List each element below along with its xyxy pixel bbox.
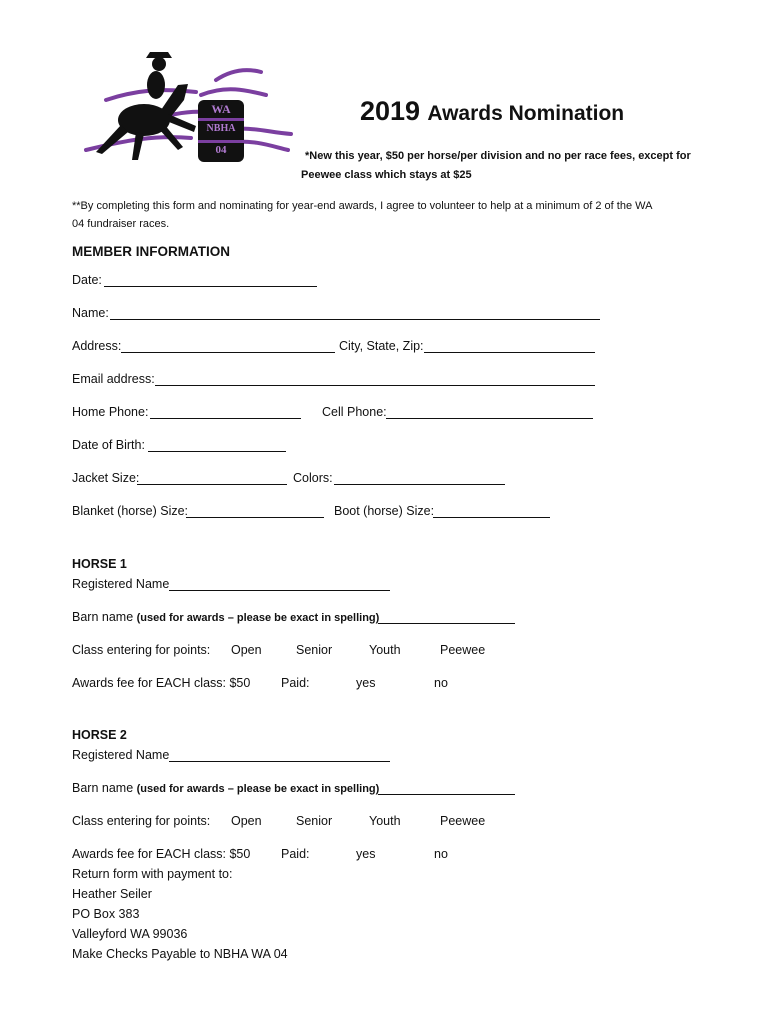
return-po-box: PO Box 383 (72, 907, 140, 921)
checks-payable: Make Checks Payable to NBHA WA 04 (72, 947, 288, 961)
horse2-paid-no[interactable]: no (434, 847, 448, 861)
cell-phone-label: Cell Phone: (322, 405, 387, 419)
dob-label: Date of Birth: (72, 438, 145, 452)
horse1-paid-yes[interactable]: yes (356, 676, 376, 690)
horse1-class-youth[interactable]: Youth (369, 643, 401, 657)
horse2-fee-label: Awards fee for EACH class: $50 (72, 847, 251, 861)
horse2-class-youth[interactable]: Youth (369, 814, 401, 828)
email-field[interactable] (155, 385, 595, 386)
date-label: Date: (72, 273, 102, 287)
city-label: City, State, Zip: (339, 339, 424, 353)
horse2-barn-text: Barn name (72, 781, 137, 795)
horse1-barn-label (72, 610, 379, 624)
volunteer-note-line2: 04 fundraiser races. (72, 218, 170, 230)
horse1-heading: HORSE 1 (72, 557, 127, 571)
horse2-class-senior[interactable]: Senior (296, 814, 333, 828)
horse1-class-open[interactable]: Open (231, 643, 262, 657)
logo-text-04: 04 (215, 144, 227, 156)
name-label: Name: (72, 306, 109, 320)
home-phone-label: Home Phone: (72, 405, 149, 419)
horse1-paid-label: Paid: (281, 676, 310, 690)
horse2-heading: HORSE 2 (72, 728, 127, 742)
address-label: Address: (72, 339, 122, 353)
horse1-registered-field[interactable] (169, 590, 390, 591)
horse2-registered-field[interactable] (169, 761, 390, 762)
horse1-class-peewee[interactable]: Peewee (440, 643, 486, 657)
cell-phone-field[interactable] (386, 418, 593, 419)
boot-size-field[interactable] (433, 517, 550, 518)
horse2-paid-yes[interactable]: yes (356, 847, 376, 861)
colors-label: Colors: (293, 471, 333, 485)
blanket-size-label: Blanket (horse) Size: (72, 504, 189, 518)
city-field[interactable] (424, 352, 595, 353)
horse1-class-label: Class entering for points: (72, 643, 211, 657)
horse2-barn-field[interactable] (378, 794, 515, 795)
jacket-size-label: Jacket Size: (72, 471, 140, 485)
nbha-logo (66, 40, 296, 165)
name-field[interactable] (110, 319, 600, 320)
horse2-barn-label (72, 781, 379, 795)
horse1-barn-note: (used for awards – please be exact in spelling) (136, 612, 380, 624)
fee-note-line2: Peewee class which stays at $25 (301, 169, 472, 181)
return-name: Heather Seiler (72, 887, 152, 901)
fee-note-line1: *New this year, $50 per horse/per division and no per race fees, except for (305, 150, 691, 162)
horse2-barn-note: (used for awards – please be exact in spelling) (136, 783, 380, 795)
date-field[interactable] (104, 286, 317, 287)
title-year: 2019 (360, 96, 421, 126)
return-line1: Return form with payment to: (72, 867, 233, 881)
horse1-class-senior[interactable]: Senior (296, 643, 333, 657)
horse1-paid-no[interactable]: no (434, 676, 448, 690)
logo-text-wa: WA (211, 102, 231, 116)
volunteer-note-line1: **By completing this form and nominating for year-end awards, I agree to volunteer to help at a minimum of 2 of the WA (72, 200, 653, 212)
logo-text-nbha: NBHA (206, 123, 236, 134)
dob-field[interactable] (148, 451, 286, 452)
member-info-heading: MEMBER INFORMATION (72, 244, 230, 259)
address-field[interactable] (121, 352, 335, 353)
email-label: Email address: (72, 372, 155, 386)
boot-size-label: Boot (horse) Size: (334, 504, 435, 518)
blanket-size-field[interactable] (186, 517, 324, 518)
horse1-barn-text: Barn name (72, 610, 137, 624)
horse2-paid-label: Paid: (281, 847, 310, 861)
horse1-barn-field[interactable] (378, 623, 515, 624)
horse2-class-open[interactable]: Open (231, 814, 262, 828)
horse2-registered-label: Registered Name (72, 748, 170, 762)
horse2-class-label: Class entering for points: (72, 814, 211, 828)
title-text: Awards Nomination (427, 102, 625, 125)
page-title (360, 96, 624, 127)
horse1-registered-label: Registered Name (72, 577, 170, 591)
horse2-class-peewee[interactable]: Peewee (440, 814, 486, 828)
return-city: Valleyford WA 99036 (72, 927, 188, 941)
horse1-fee-label: Awards fee for EACH class: $50 (72, 676, 251, 690)
home-phone-field[interactable] (150, 418, 301, 419)
jacket-size-field[interactable] (137, 484, 287, 485)
colors-field[interactable] (334, 484, 505, 485)
